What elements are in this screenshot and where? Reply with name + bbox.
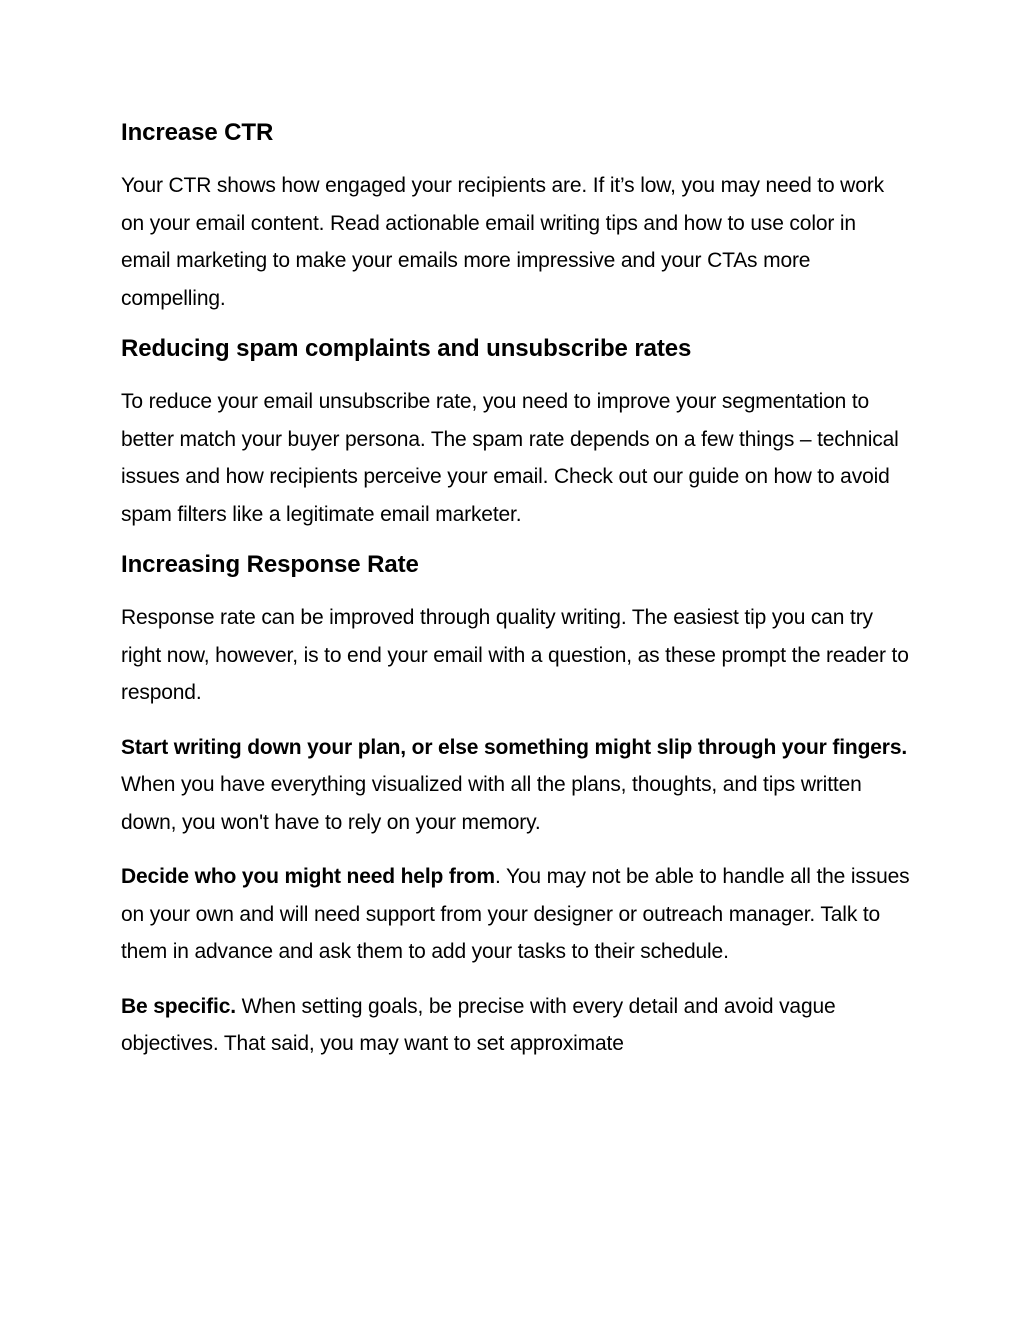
paragraph-reducing-spam: To reduce your email unsubscribe rate, you need to improve your segmentation to better match your buyer persona. The spam rate depends on a few things – technical issues and how recipients perceive your email. Check out our guide on how to avoid spam filters like a legitimate email marketer. bbox=[121, 390, 899, 526]
tip-write-plan bbox=[121, 729, 911, 842]
tip-decide-help-lead: Decide who you might need help from bbox=[121, 865, 495, 888]
tip-be-specific bbox=[121, 988, 911, 1063]
tip-decide-help bbox=[121, 858, 911, 971]
document-page bbox=[121, 118, 911, 1080]
tip-write-plan-lead: Start writing down your plan, or else something might slip through your fingers. bbox=[121, 735, 908, 759]
paragraph-increase-ctr: Your CTR shows how engaged your recipients are. If it’s low, you may need to work on your email content. Read actionable email writing tips and how to use color in email marketing to make your emails more impressive and your CTAs more compelling. bbox=[121, 174, 884, 310]
heading-increase-ctr: Increase CTR bbox=[121, 119, 274, 146]
tip-be-specific-lead: Be specific. bbox=[121, 994, 236, 1018]
heading-reducing-spam: Reducing spam complaints and unsubscribe rates bbox=[121, 335, 692, 362]
tip-decide-help-text: . You may not be able to handle all the issues on your own and will need support from your designer or outreach manager. Talk to them in advance and ask them to add your tasks to their schedule. bbox=[121, 865, 910, 963]
paragraph-response-rate: Response rate can be improved through quality writing. The easiest tip you can try right now, however, is to end your email with a question, as these prompt the reader to respond. bbox=[121, 606, 909, 704]
tip-write-plan-text: When you have everything visualized with all the plans, thoughts, and tips written down, you won't have to rely on your memory. bbox=[121, 773, 862, 834]
heading-response-rate: Increasing Response Rate bbox=[121, 551, 419, 578]
tip-be-specific-text: When setting goals, be precise with every detail and avoid vague objectives. That said, you may want to set approximate bbox=[121, 994, 836, 1055]
